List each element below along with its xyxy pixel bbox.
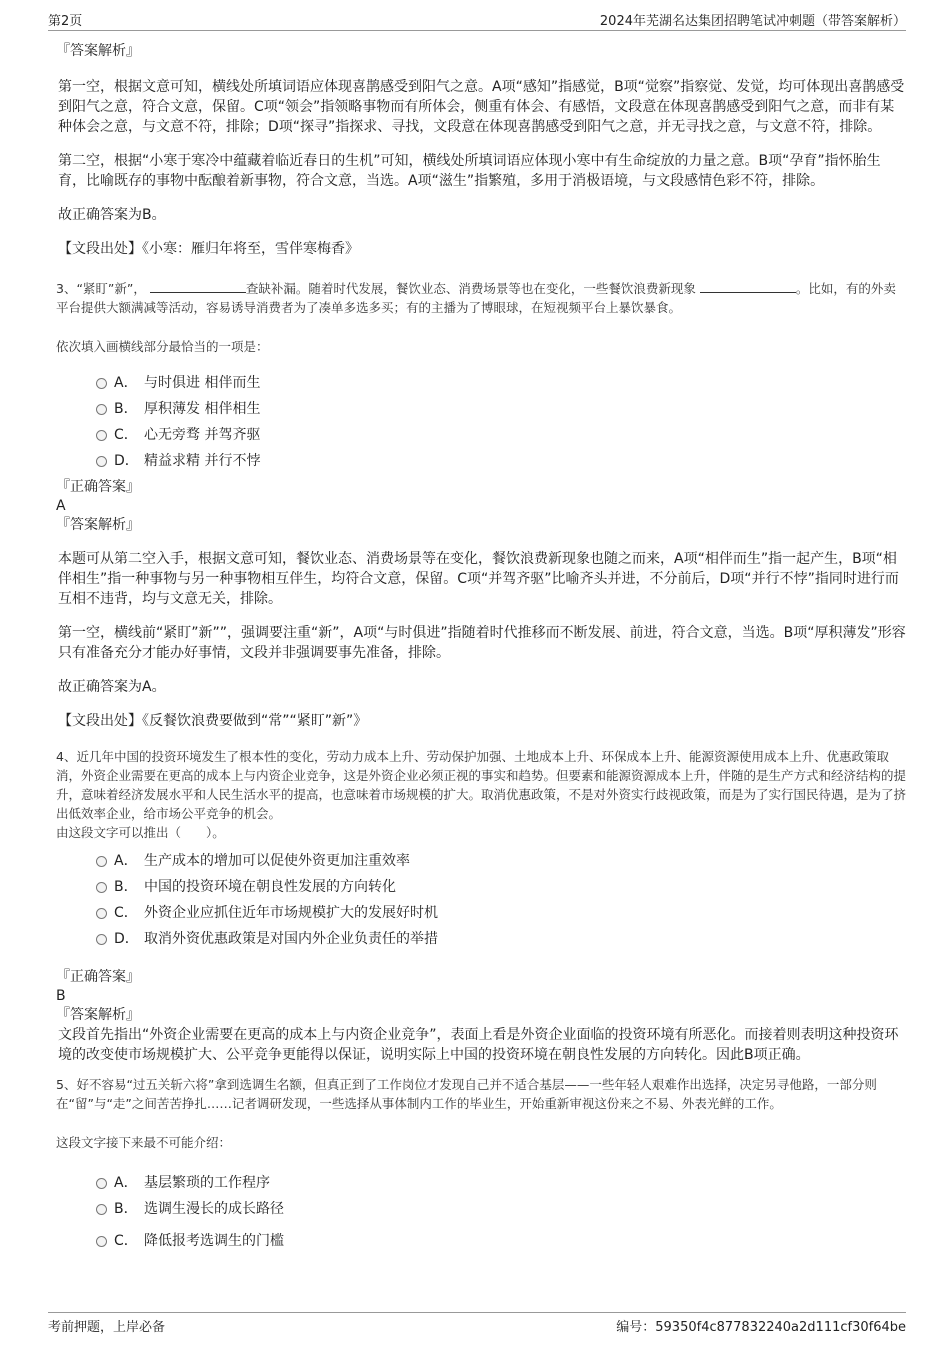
analysis-paragraph: 文段首先指出“外资企业需要在更高的成本上与内资企业竞争”，表面上看是外资企业面临的投资环境有所恶化。而接着则表明这种投资环境的改变使市场规模扩大、公平竞争更能得以保证，说明实际上中国的投资环境在朝良性发展的方向转化。因此B项正确。 bbox=[58, 1027, 899, 1063]
option-list bbox=[56, 370, 906, 474]
option-letter: D． bbox=[114, 453, 139, 469]
analysis-paragraph: 第二空，根据“小寒于寒冷中蕴藏着临近春日的生机”可知，横线处所填词语应体现小寒中有生命绽放的力量之意。B项“孕育”指怀胎生育，比喻既存的事物中酝酿着新事物，符合文意，当选。A项“滋生”指繁殖，多用于消极语境，与文段感情色彩不符，排除。 bbox=[58, 153, 881, 189]
analysis-paragraph: 第一空，根据文意可知，横线处所填词语应体现喜鹊感受到阳气之意。A项“感知”指感觉，B项“觉察”指察觉、发觉，均可体现出喜鹊感受到阳气之意，符合文意，保留。C项“领会”指领略事物而有所体会，侧重有体会、有感悟，文段意在体现喜鹊感受到阳气之意，而非有某种体会之意，与文意不符，排除；D项“探寻”指探求、寻找，文段意在体现喜鹊感受到阳气之意，并无寻找之意，与文意不符，排除。 bbox=[58, 79, 905, 135]
radio-icon[interactable] bbox=[96, 908, 107, 919]
option-text: 心无旁骛 并驾齐驱 bbox=[144, 427, 261, 443]
option-b[interactable] bbox=[96, 874, 906, 900]
radio-icon[interactable] bbox=[96, 882, 107, 893]
question-5 bbox=[56, 1075, 906, 1254]
option-text: 外资企业应抓住近年市场规模扩大的发展好时机 bbox=[144, 905, 438, 921]
stem-text: 。比如，有的外卖平台提供大额满减等活动，容易诱导消费者为了凑单多选多买；有的主播为了博眼球，在短视频平台上暴饮暴食。 bbox=[56, 281, 896, 315]
question-4 bbox=[56, 747, 906, 1065]
analysis-label: 『答案解析』 bbox=[56, 43, 140, 59]
option-a[interactable] bbox=[96, 370, 906, 396]
footer-slogan: 考前押题，上岸必备 bbox=[48, 1320, 166, 1335]
option-letter: C． bbox=[114, 427, 138, 443]
question-3 bbox=[56, 279, 906, 731]
document-serial: 编号：59350f4c877832240a2d111cf30f64be bbox=[616, 1320, 906, 1335]
correct-answer: B bbox=[56, 988, 66, 1004]
option-letter: A． bbox=[114, 853, 138, 869]
option-a[interactable] bbox=[96, 1170, 906, 1196]
analysis-paragraph: 第一空，横线前“紧盯”新””，强调要注重“新”，A项“与时俱进”指随着时代推移而不断发展、前进，符合文意，当选。B项“厚积薄发”形容只有准备充分才能办好事情，文段并非强调要事先准备，排除。 bbox=[58, 625, 906, 661]
option-text: 中国的投资环境在朝良性发展的方向转化 bbox=[144, 879, 396, 895]
page-content bbox=[56, 42, 906, 1254]
option-b[interactable] bbox=[96, 396, 906, 422]
stem-text: 3、“紧盯”新”， bbox=[56, 281, 146, 296]
option-c[interactable] bbox=[96, 422, 906, 448]
question-stem: 5、好不容易“过五关斩六将”拿到选调生名额，但真正到了工作岗位才发现自己并不适合基层——一些年轻人艰难作出选择，决定另寻他路，一部分则在“留”与“走”之间苦苦挣扎……记者调研发现，一些选择从事体制内工作的毕业生，开始重新审视这份来之不易、外表光鲜的工作。 bbox=[56, 1077, 877, 1111]
option-text: 生产成本的增加可以促使外资更加注重效率 bbox=[144, 853, 410, 869]
question-2-analysis bbox=[56, 42, 906, 259]
analysis-label: 『答案解析』 bbox=[56, 517, 140, 533]
answer-conclusion: 故正确答案为A。 bbox=[58, 679, 166, 695]
radio-icon[interactable] bbox=[96, 430, 107, 441]
option-text: 基层繁琐的工作程序 bbox=[144, 1175, 270, 1191]
correct-answer-label: 『正确答案』 bbox=[56, 969, 140, 985]
document-title: 2024年芜湖名达集团招聘笔试冲刺题（带答案解析） bbox=[599, 14, 906, 29]
analysis-label: 『答案解析』 bbox=[56, 1007, 140, 1023]
radio-icon[interactable] bbox=[96, 934, 107, 945]
answer-conclusion: 故正确答案为B。 bbox=[58, 207, 166, 223]
option-b[interactable] bbox=[96, 1196, 906, 1222]
option-d[interactable] bbox=[96, 926, 906, 952]
analysis-paragraph: 本题可从第二空入手，根据文意可知，餐饮业态、消费场景等在变化，餐饮浪费新现象也随之而来，A项“相伴而生”指一起产生，B项“相伴相生”指一种事物与另一种事物相互伴生，均符合文意，保留。C项“并驾齐驱”比喻齐头并进，不分前后，D项“并行不悖”指同时进行而互相不违背，均与文意无关，排除。 bbox=[58, 551, 899, 607]
option-c[interactable] bbox=[96, 1228, 906, 1254]
option-letter: B． bbox=[114, 879, 138, 895]
option-letter: B． bbox=[114, 401, 138, 417]
option-d[interactable] bbox=[96, 448, 906, 474]
page-footer bbox=[48, 1312, 906, 1335]
option-text: 与时俱进 相伴而生 bbox=[144, 375, 261, 391]
option-text: 降低报考选调生的门槛 bbox=[144, 1233, 284, 1249]
option-list bbox=[56, 1170, 906, 1254]
option-letter: A． bbox=[114, 1175, 138, 1191]
option-letter: D． bbox=[114, 931, 139, 947]
option-c[interactable] bbox=[96, 900, 906, 926]
radio-icon[interactable] bbox=[96, 378, 107, 389]
option-text: 选调生漫长的成长路径 bbox=[144, 1201, 284, 1217]
question-prompt: 由这段文字可以推出（ ）。 bbox=[56, 825, 225, 840]
stem-text: 查缺补漏。随着时代发展，餐饮业态、消费场景等也在变化，一些餐饮浪费新现象 bbox=[245, 281, 696, 296]
question-stem bbox=[56, 279, 906, 317]
option-letter: B． bbox=[114, 1201, 138, 1217]
radio-icon[interactable] bbox=[96, 1204, 107, 1215]
radio-icon[interactable] bbox=[96, 404, 107, 415]
option-letter: A． bbox=[114, 375, 138, 391]
radio-icon[interactable] bbox=[96, 856, 107, 867]
option-text: 取消外资优惠政策是对国内外企业负责任的举措 bbox=[144, 931, 438, 947]
option-text: 精益求精 并行不悖 bbox=[144, 453, 261, 469]
fill-blank bbox=[150, 280, 246, 293]
page-header bbox=[48, 8, 906, 31]
radio-icon[interactable] bbox=[96, 456, 107, 467]
question-prompt: 依次填入画横线部分最恰当的一项是： bbox=[56, 339, 269, 354]
question-prompt: 这段文字接下来最不可能介绍： bbox=[56, 1135, 232, 1150]
fill-blank bbox=[700, 280, 796, 293]
radio-icon[interactable] bbox=[96, 1178, 107, 1189]
source-citation: 【文段出处】《小寒：雁归年将至，雪伴寒梅香》 bbox=[58, 241, 359, 257]
option-letter: C． bbox=[114, 905, 138, 921]
option-list bbox=[56, 848, 906, 952]
correct-answer: A bbox=[56, 498, 66, 514]
radio-icon[interactable] bbox=[96, 1236, 107, 1247]
source-citation: 【文段出处】《反餐饮浪费要做到“常”“紧盯”新”》 bbox=[58, 713, 368, 729]
correct-answer-label: 『正确答案』 bbox=[56, 479, 140, 495]
question-stem: 4、近几年中国的投资环境发生了根本性的变化，劳动力成本上升、劳动保护加强、土地成本上升、环保成本上升、能源资源使用成本上升、优惠政策取消，外资企业需要在更高的成本上与内资企业竞争，这是外资企业必须正视的事实和趋势。但要素和能源资源成本上升，伴随的是生产方式和经济结构的提升，意味着经济发展水平和人民生活水平的提高，也意味着市场规模的扩大。取消优惠政策，不是对外资实行歧视政策，而是为了实行国民待遇，是为了挤出低效率企业，给市场公平竞争的机会。 bbox=[56, 749, 907, 821]
option-a[interactable] bbox=[96, 848, 906, 874]
option-text: 厚积薄发 相伴相生 bbox=[144, 401, 261, 417]
page-number: 第2页 bbox=[48, 14, 83, 29]
option-letter: C． bbox=[114, 1233, 138, 1249]
